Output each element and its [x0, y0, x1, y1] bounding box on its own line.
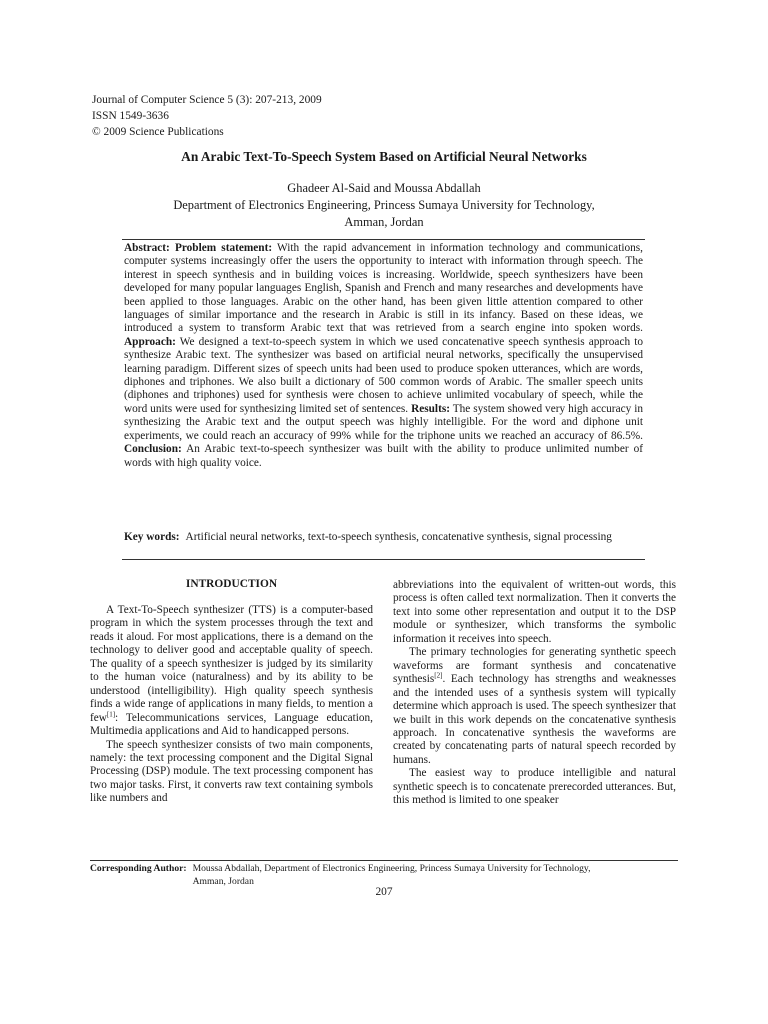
intro-p4-text-a: The primary technologies for generating synthetic speech waveforms are formant synthesis and concatenative synthesis: [393, 646, 676, 686]
intro-paragraph-5: The easiest way to produce intelligible and natural synthetic speech is to concatenate prerecorded utterances. But, this method is limited to one speaker: [393, 767, 676, 807]
journal-citation: Journal of Computer Science 5 (3): 207-213, 2009: [92, 94, 322, 106]
corresponding-author-line1: Moussa Abdallah, Department of Electronics Engineering, Princess Sumaya University for Technology,: [192, 863, 591, 874]
problem-statement-text: With the rapid advancement in information technology and communications, computer systems increasingly offer the users the opportunity to interact with information through speech. The interest in speech synthesis and in building voices is increasing. Worldwide, speech synthesizers have been developed for many popular languages English, Spanish and French and many researches and developments have been applied to those languages. Arabic on the other hand, has been given little attention compared to other languages of similar importance and the research in Arabic is still in its infancy. Based on these ideas, we introduced a system to transform Arabic text that was retrieved from a search engine into spoken words.: [124, 242, 643, 335]
keywords-label: Key words:: [124, 531, 180, 543]
citation-2: [2]: [434, 671, 443, 680]
intro-p1-text-a: A Text-To-Speech synthesizer (TTS) is a computer-based program in which the system processes through the text and reads it aloud. For most applications, there is a demand on the technology to deliver good and acceptable quality of speech. The quality of a speech synthesizer is judged by its similarity to the human voice (naturalness) and by its ability to be understood (intelligibility). High quality speech synthesis finds a wide range of applications in many fields, to mention a few: [90, 604, 373, 724]
author-location: Amman, Jordan: [344, 215, 424, 229]
approach-text: We designed a text-to-speech system in which we used concatenative speech synthesis approach to synthesize Arabic text. The synthesizer was based on artificial neural networks, specifically the unsupervised learning paradigm. Different sizes of speech units had been used to produce spoken utterances, which are words, diphones and triphones. We also built a dictionary of 500 common words of Arabic. The smaller speech units (diphones and triphones) used for synthesis were chosen to achieve unlimited vocabulary of speech, while the word units were used for synthesizing limited set of sentences.: [124, 335, 643, 415]
corresponding-author-text: [193, 863, 680, 888]
corresponding-author-footer: [90, 863, 680, 888]
footer-rule: [90, 860, 678, 861]
keywords-text: Artificial neural networks, text-to-speech synthesis, concatenative synthesis, signal processing: [185, 531, 612, 543]
intro-paragraph-4: [393, 646, 676, 767]
intro-paragraph-2: The speech synthesizer consists of two main components, namely: the text processing component and the Digital Signal Processing (DSP) module. The text processing component has two major tasks. First, it converts raw text containing symbols like numbers and: [90, 738, 373, 805]
introduction-heading: INTRODUCTION: [185, 578, 278, 590]
intro-paragraph-1: [90, 604, 373, 739]
conclusion-text: An Arabic text-to-speech synthesizer was built with the ability to produce unlimited number of words with high quality voice.: [124, 443, 643, 469]
left-column: [90, 576, 373, 806]
intro-p1-text-b: : Telecommunications services, Language education, Multimedia applications and Aid to handicapped persons.: [90, 711, 373, 738]
keywords: [124, 531, 643, 545]
abstract-label: Abstract:: [124, 242, 170, 254]
conclusion-label: Conclusion:: [124, 443, 182, 456]
citation-1: [1]: [106, 709, 116, 718]
abstract-top-rule: [122, 239, 645, 240]
paper-title: An Arabic Text-To-Speech System Based on Artificial Neural Networks: [181, 149, 587, 164]
right-column: [393, 579, 676, 808]
keywords-bottom-rule: [122, 559, 645, 560]
copyright: © 2009 Science Publications: [92, 126, 224, 138]
author-department: Department of Electronics Engineering, Princess Sumaya University for Technology,: [173, 198, 595, 212]
corresponding-author-line2: Amman, Jordan: [192, 875, 254, 887]
corresponding-author-label: Corresponding Author:: [90, 863, 187, 874]
results-label: Results:: [411, 402, 450, 415]
page-number: 207: [375, 886, 393, 898]
abstract: [124, 242, 643, 470]
results-text: The system showed very high accuracy in synthesizing the Arabic text and the output speech was highly intelligible. For the word and diphone unit experiments, we could reach an accuracy of 99% while for the triphone units we reached an accuracy of 86.5%.: [124, 402, 643, 442]
issn: ISSN 1549-3636: [92, 110, 169, 122]
intro-p4-text-b: . Each technology has strengths and weaknesses and the intended uses of a synthesis system will typically determine which approach is used. The speech synthesizer that we built in this work depends on the concatenative synthesis approach. In concatenative synthesis the waveforms are created by concatenating parts of natural speech recorded by humans.: [393, 673, 676, 766]
problem-statement-label: Problem statement:: [174, 242, 273, 254]
author-names: Ghadeer Al-Said and Moussa Abdallah: [287, 181, 481, 195]
approach-label: Approach:: [124, 335, 176, 348]
intro-paragraph-3: abbreviations into the equivalent of written-out words, this process is often called text normalization. Then it converts the text into some other representation and output it to the DSP module or synthesizer, which transforms the symbolic information it receives into speech.: [393, 579, 676, 645]
author-block: [0, 180, 768, 231]
journal-info: [92, 92, 322, 140]
